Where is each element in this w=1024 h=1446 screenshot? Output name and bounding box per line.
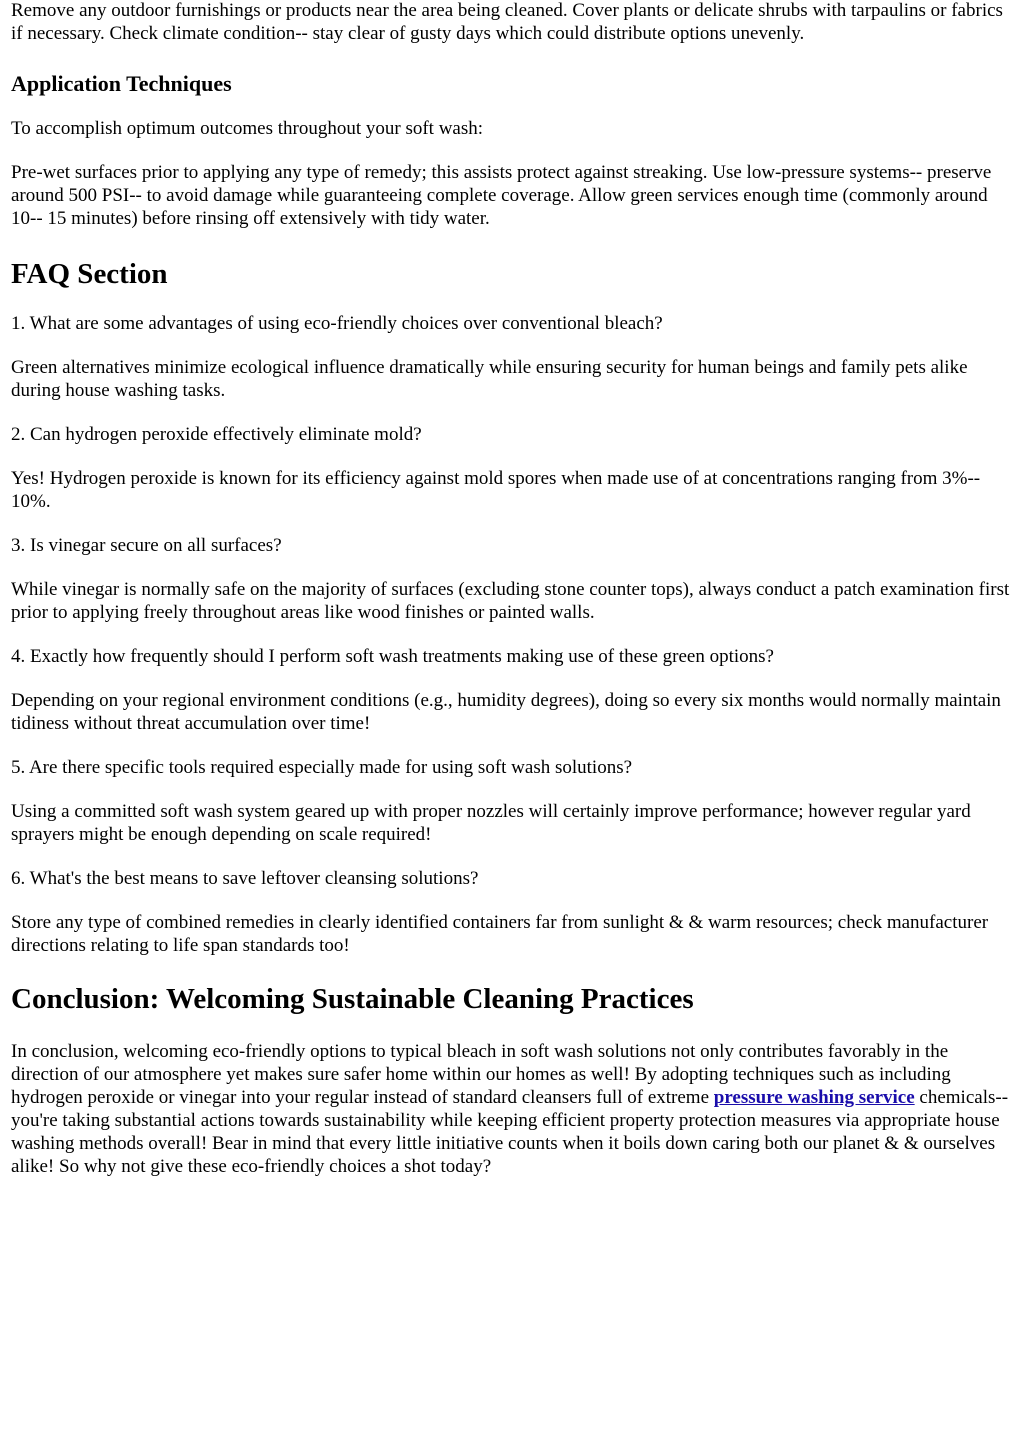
- application-techniques-heading: Application Techniques: [11, 71, 232, 96]
- faq-list: [11, 312, 1014, 957]
- faq-answer: Yes! Hydrogen peroxide is known for its efficiency against mold spores when made use of at concentrations ranging from 3%-- 10%.: [11, 468, 981, 512]
- faq-answer: Using a committed soft wash system geared up with proper nozzles will certainly improve performance; however regular yard sprayers might be enough depending on scale required!: [11, 801, 971, 845]
- faq-answer: Depending on your regional environment conditions (e.g., humidity degrees), doing so every six months would normally maintain tidiness without threat accumulation over time!: [11, 690, 1001, 734]
- faq-answer: Store any type of combined remedies in clearly identified containers far from sunlight & & warm resources; check manufacturer directions relating to life span standards too!: [11, 912, 989, 956]
- conclusion-heading: Conclusion: Welcoming Sustainable Cleaning Practices: [11, 983, 694, 1015]
- intro-paragraph: Remove any outdoor furnishings or products near the area being cleaned. Cover plants or delicate shrubs with tarpaulins or fabrics if necessary. Check climate condition-- stay clear of gusty days which could distribute options unevenly.: [11, 0, 1003, 44]
- faq-question: 5. Are there specific tools required especially made for using soft wash solutions?: [11, 757, 633, 778]
- faq-answer: Green alternatives minimize ecological influence dramatically while ensuring security for human beings and family pets alike during house washing tasks.: [11, 357, 968, 401]
- faq-question: 1. What are some advantages of using eco-friendly choices over conventional bleach?: [11, 313, 663, 334]
- faq-question: 6. What's the best means to save leftover cleansing solutions?: [11, 868, 479, 889]
- faq-question: 3. Is vinegar secure on all surfaces?: [11, 535, 282, 556]
- conclusion-paragraph: [11, 1040, 1014, 1178]
- faq-question: 2. Can hydrogen peroxide effectively eliminate mold?: [11, 424, 422, 445]
- faq-answer: While vinegar is normally safe on the majority of surfaces (excluding stone counter tops), always conduct a patch examination first prior to applying freely throughout areas like wood finishes or painted walls.: [11, 579, 1010, 623]
- conclusion-text-after-link: chemicals-- you're taking substantial actions towards sustainability while keeping efficient property protection measures via appropriate house washing methods overall! Bear in mind that every little initiative counts when it boils down caring both our planet & & ourselves alike! So why not give these eco-friendly choices a shot today?: [11, 1087, 1009, 1177]
- application-lead-paragraph: To accomplish optimum outcomes throughout your soft wash:: [11, 118, 484, 139]
- conclusion-text-before-link: In conclusion, welcoming eco-friendly options to typical bleach in soft wash solutions not only contributes favorably in the direction of our atmosphere yet makes sure safer home within our homes as well! By adopting techniques such as including hydrogen peroxide or vinegar into your regular instead of standard cleansers full of extreme: [11, 1041, 951, 1108]
- application-body-paragraph: Pre-wet surfaces prior to applying any type of remedy; this assists protect against streaking. Use low-pressure systems-- preserve around 500 PSI-- to avoid damage while guaranteeing complete coverage. Allow green services enough time (commonly around 10-- 15 minutes) before rinsing off extensively with tidy water.: [11, 162, 992, 229]
- faq-heading: FAQ Section: [11, 258, 168, 290]
- pressure-washing-service-link[interactable]: pressure washing service: [713, 1087, 915, 1108]
- faq-question: 4. Exactly how frequently should I perform soft wash treatments making use of these green options?: [11, 646, 774, 667]
